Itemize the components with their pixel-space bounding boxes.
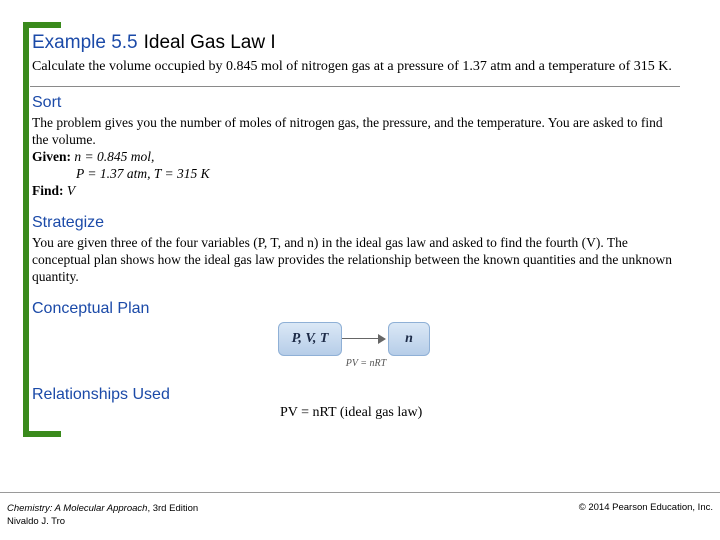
footer-author: Nivaldo J. Tro [7, 516, 66, 527]
given-line2-row [32, 165, 682, 182]
strategize-heading: Strategize [32, 214, 105, 231]
green-bracket-bottom [23, 431, 61, 437]
footer-citation [7, 502, 198, 528]
footer-divider [0, 492, 720, 493]
example-label: Example 5.5 [32, 32, 138, 53]
given-line1: n = 0.845 mol, [74, 149, 155, 164]
relationships-heading: Relationships Used [32, 386, 170, 403]
plan-arrow-head [378, 334, 386, 344]
example-title [32, 32, 276, 54]
plan-box-find: n [388, 322, 430, 356]
footer-copyright: © 2014 Pearson Education, Inc. [578, 502, 713, 513]
example-name: Ideal Gas Law I [143, 32, 276, 53]
strategize-text: You are given three of the four variables (P, T, and n) in the ideal gas law and asked to find the fourth (V). The conceptual plan shows how the ideal gas law provides the relationship between the known quantities and the unknown quantity. [32, 235, 672, 284]
sort-text: The problem gives you the number of moles of nitrogen gas, the pressure, and the temperature. You are asked to find the volume. [32, 115, 663, 147]
plan-box-given: P, V, T [278, 322, 342, 356]
given-line [32, 148, 682, 165]
footer-book-title: Chemistry: A Molecular Approach [7, 503, 148, 514]
find-value: V [66, 183, 76, 198]
green-bracket-top [23, 22, 61, 28]
given-label: Given: [32, 149, 71, 164]
divider [30, 86, 680, 87]
problem-statement: Calculate the volume occupied by 0.845 mol of nitrogen gas at a pressure of 1.37 atm and a temperature of 315 K. [32, 59, 672, 74]
relationship-equation: PV = nRT (ideal gas law) [280, 405, 423, 420]
plan-arrow-label: PV = nRT [345, 358, 387, 369]
footer-book-line [7, 502, 198, 515]
sort-section [32, 114, 682, 199]
find-label: Find: [32, 183, 64, 198]
green-bracket-vertical [23, 22, 29, 437]
given-line2: P = 1.37 atm, T = 315 K [76, 166, 210, 181]
find-line [32, 182, 682, 199]
footer-edition: , 3rd Edition [147, 503, 199, 514]
conceptual-plan-heading: Conceptual Plan [32, 300, 150, 317]
conceptual-plan-diagram [276, 322, 436, 374]
plan-arrow-line [342, 338, 380, 339]
sort-heading: Sort [32, 94, 62, 111]
